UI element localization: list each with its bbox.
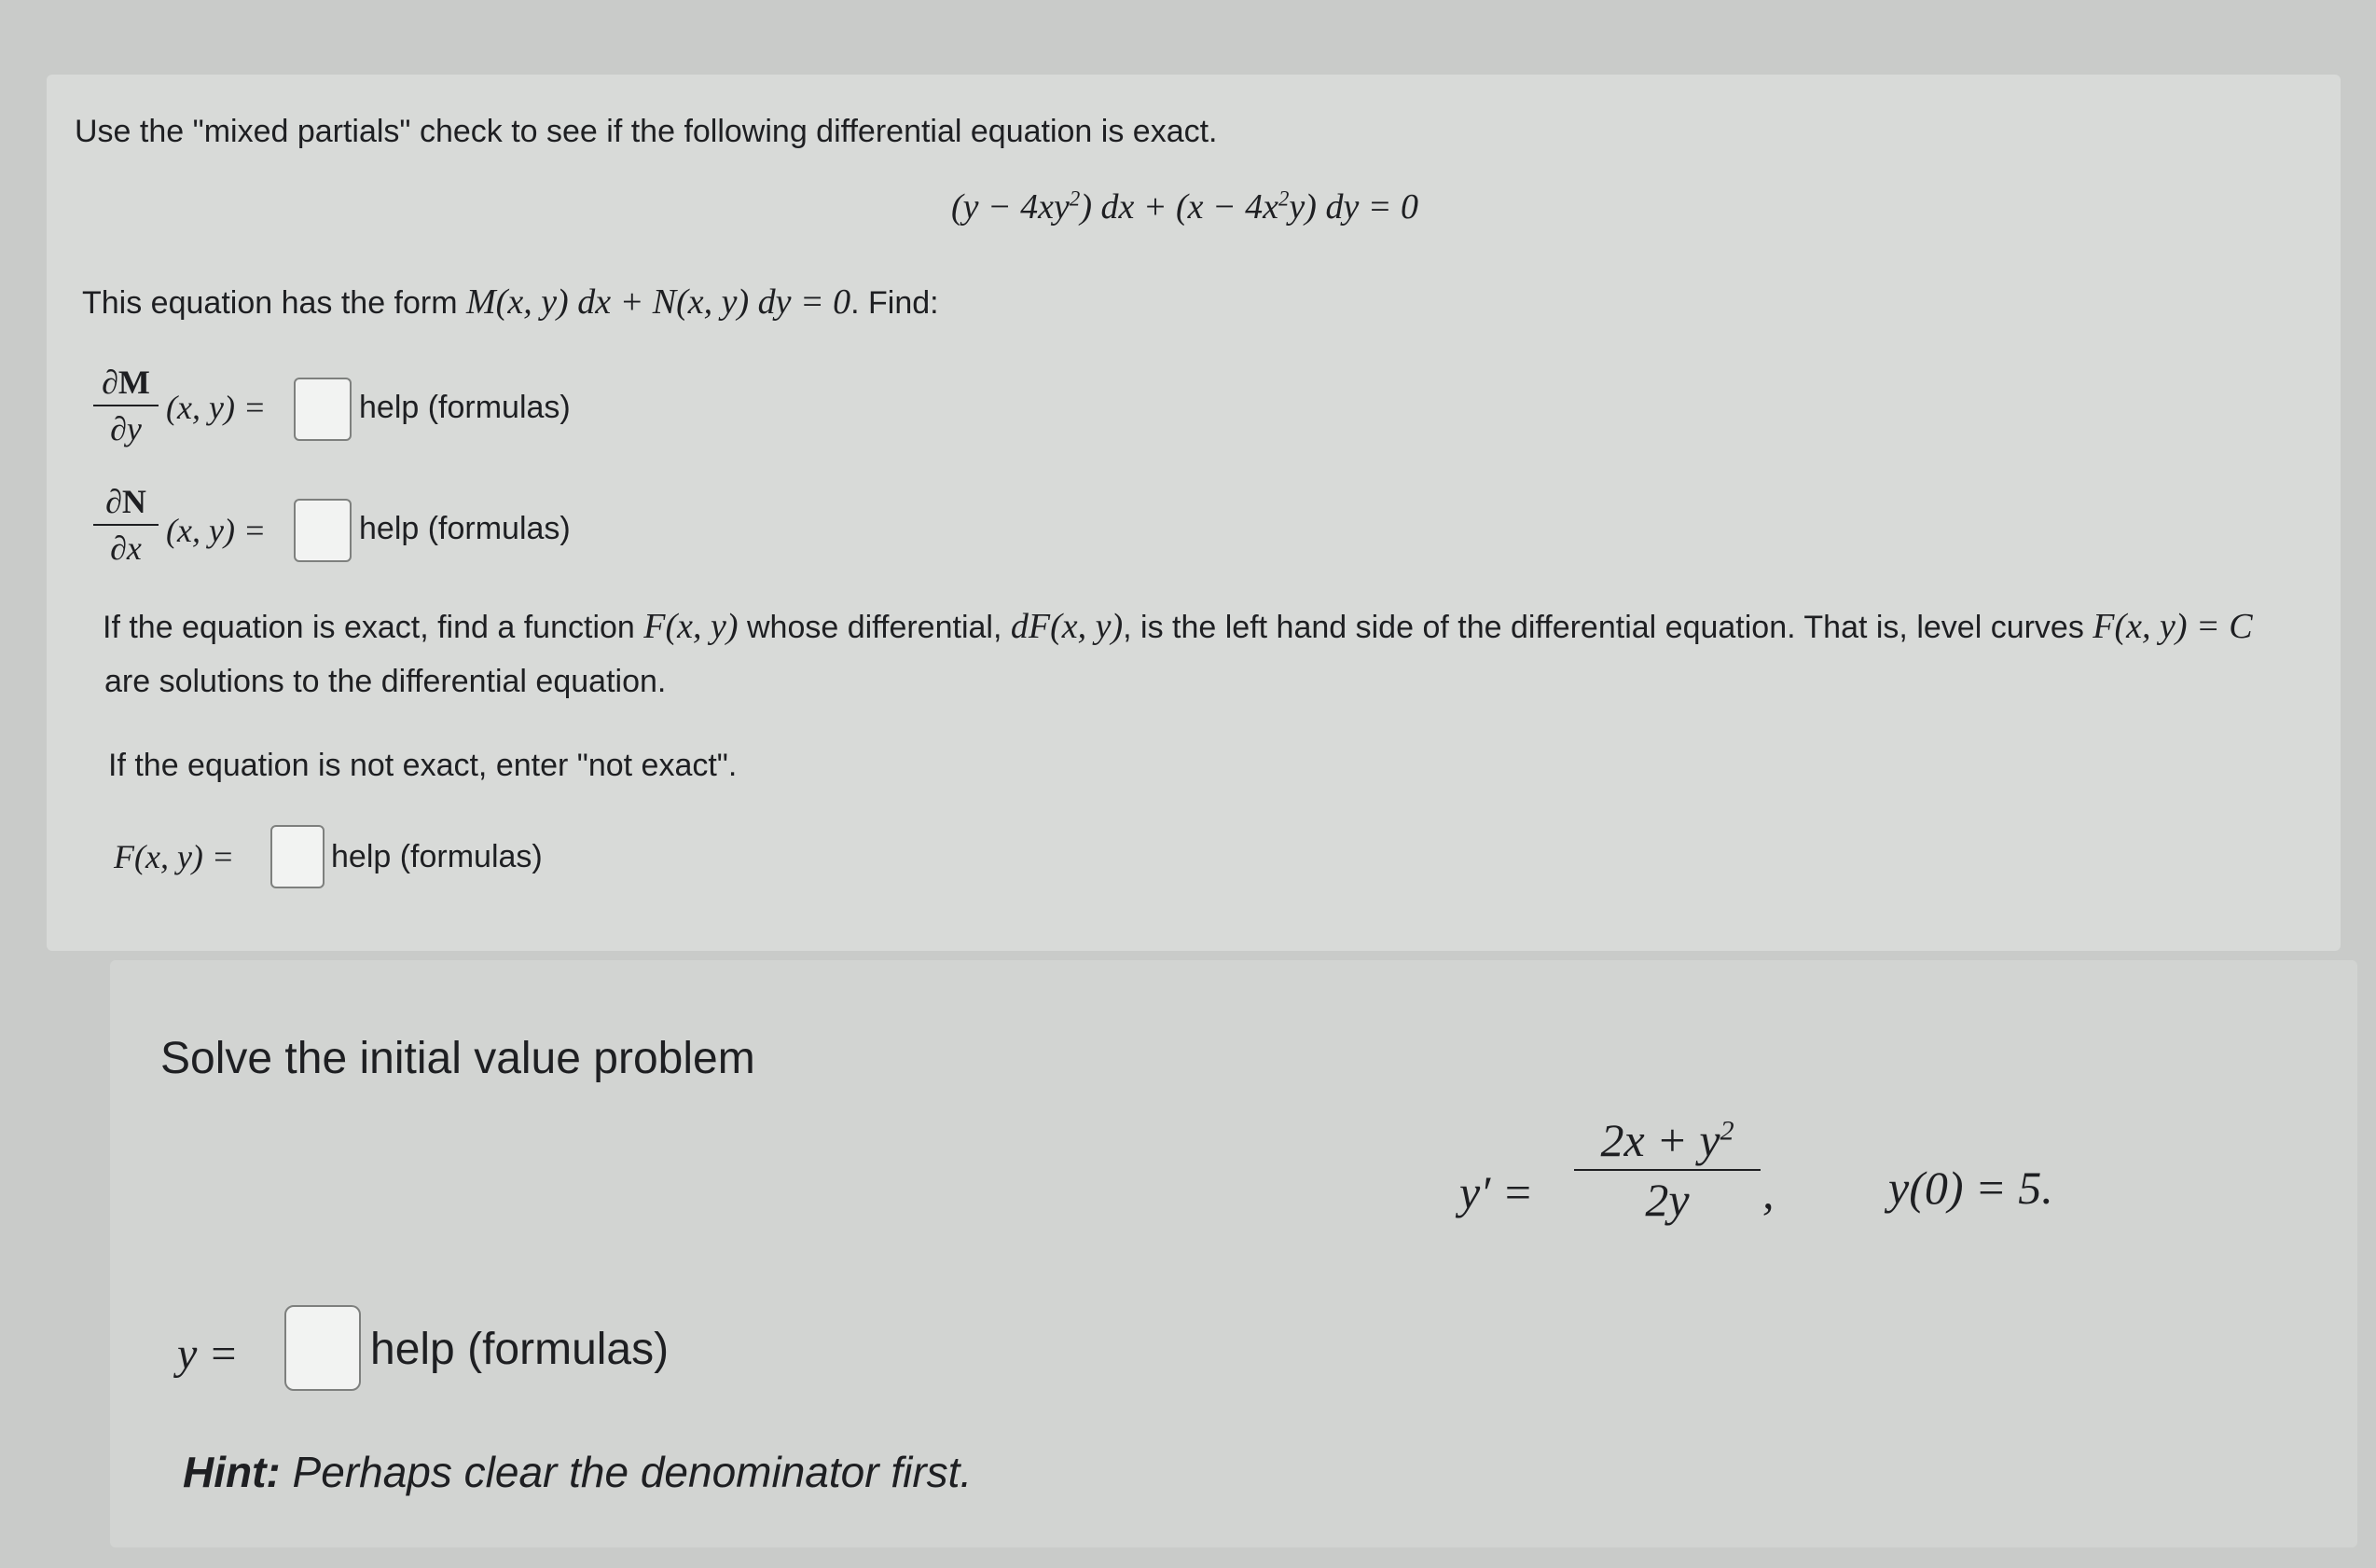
y-answer-input[interactable] <box>284 1305 361 1391</box>
ode-lhs: y′ = <box>1459 1166 1534 1218</box>
dM-dy-fraction: ∂M ∂y <box>93 365 159 446</box>
dN-dx-args: (x, y) = <box>166 512 267 549</box>
dM-dy-help-link[interactable]: help (formulas) <box>359 390 571 425</box>
ode-comma: , <box>1762 1166 1775 1218</box>
problem-1-equation: $(y - 4xy^2)$ dx + $(x - 4x^2y)$ dy = 0 <box>951 186 1418 227</box>
y-help-link[interactable]: help (formulas) <box>370 1325 670 1374</box>
problem-2-title: Solve the initial value problem <box>160 1034 755 1083</box>
ode-fraction: $2x + y^2$ 2y <box>1574 1117 1761 1223</box>
exact-instructions-line-2: are solutions to the differential equation. <box>104 664 667 699</box>
F-label: F(x, y) = <box>114 838 235 875</box>
exact-instructions-line-1: If the equation is exact, find a function F(x, y) whose differential, dF(x, y), is the left hand side of the differential equation. That is, level curves F(x, y) = C <box>103 607 2253 646</box>
dM-dy-answer-input[interactable] <box>294 378 352 441</box>
form-math: M(x, y) dx + N(x, y) dy = 0 <box>466 282 851 322</box>
hint: Hint: Perhaps clear the denominator first. <box>183 1448 973 1496</box>
y-label: y = <box>177 1329 239 1379</box>
form-statement: This equation has the form M(x, y) dx + N(x, y) dy = 0. Find: <box>82 282 939 322</box>
initial-condition: y(0) = 5. <box>1888 1162 2053 1214</box>
not-exact-instructions: If the equation is not exact, enter "not exact". <box>108 748 738 783</box>
dN-dx-help-link[interactable]: help (formulas) <box>359 511 571 546</box>
problem-1-intro: Use the "mixed partials" check to see if the following differential equation is exact. <box>75 114 1218 149</box>
F-answer-input[interactable] <box>270 825 325 888</box>
dM-dy-args: (x, y) = <box>166 389 267 426</box>
dN-dx-answer-input[interactable] <box>294 499 352 562</box>
dN-dx-fraction: ∂N ∂x <box>93 485 159 565</box>
F-help-link[interactable]: help (formulas) <box>331 839 543 874</box>
